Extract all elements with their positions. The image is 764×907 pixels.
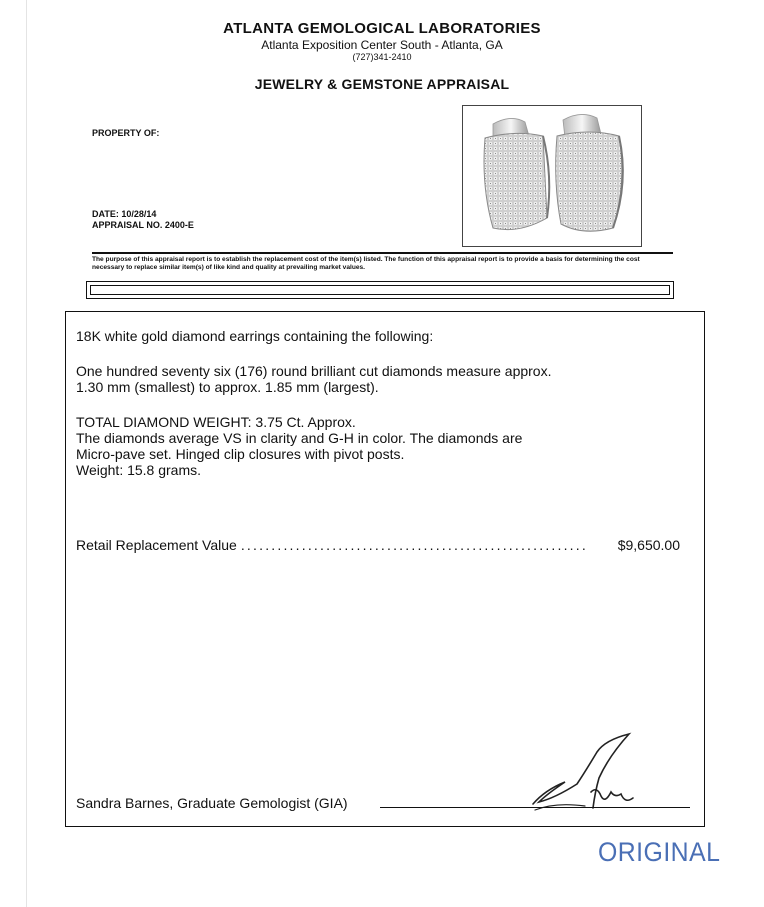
item-intro: 18K white gold diamond earrings containing the following: — [76, 328, 434, 344]
paragraph-line: Weight: 15.8 grams. — [76, 462, 202, 478]
retail-value-label: Retail Replacement Value — [76, 537, 237, 553]
original-stamp: ORIGINAL — [598, 837, 721, 867]
property-of-label: PROPERTY OF: — [92, 128, 160, 138]
lab-name: ATLANTA GEMOLOGICAL LABORATORIES — [223, 20, 541, 37]
disclaimer-text: The purpose of this appraisal report is to establish the replacement cost of the item(s) listed. The function of this appraisal report is to provide a basis for determining the cost necessary to replace similar item(s) of like kind and quality at prevailing market values. — [92, 256, 640, 271]
diamond-earrings-photo-icon — [463, 106, 641, 246]
paragraph-line: TOTAL DIAMOND WEIGHT: 3.75 Ct. Approx. — [76, 414, 356, 430]
paragraph-line: Micro-pave set. Hinged clip closures with pivot posts. — [76, 446, 405, 462]
banner-box — [86, 281, 674, 299]
paragraph-line: One hundred seventy six (176) round brilliant cut diamonds measure approx. — [76, 363, 552, 379]
paragraph-line: 1.30 mm (smallest) to approx. 1.85 mm (largest). — [76, 379, 379, 395]
earrings-photo — [462, 105, 642, 247]
lab-address: Atlanta Exposition Center South - Atlanta, GA — [261, 38, 503, 52]
diamond-details-paragraph — [76, 414, 522, 478]
banner-inner-box — [90, 285, 670, 295]
document-title: JEWELRY & GEMSTONE APPRAISAL — [254, 76, 510, 92]
signature-line — [380, 807, 690, 808]
handwritten-signature-icon — [525, 732, 645, 822]
leader-dots: ......................................................... — [240, 537, 588, 553]
signer-name: Sandra Barnes, Graduate Gemologist (GIA) — [76, 795, 348, 811]
diamond-count-paragraph — [76, 363, 551, 395]
retail-value-line — [76, 537, 680, 553]
paragraph-line: The diamonds average VS in clarity and G-H in color. The diamonds are — [76, 430, 523, 446]
lab-phone: (727)341-2410 — [352, 52, 412, 62]
header-rule — [92, 252, 673, 254]
signature — [525, 732, 645, 822]
appraisal-number-field: APPRAISAL NO. 2400-E — [92, 220, 194, 230]
retail-value-amount: $9,650.00 — [617, 537, 680, 553]
date-field: DATE: 10/28/14 — [92, 209, 157, 219]
scan-margin-line — [26, 0, 27, 907]
